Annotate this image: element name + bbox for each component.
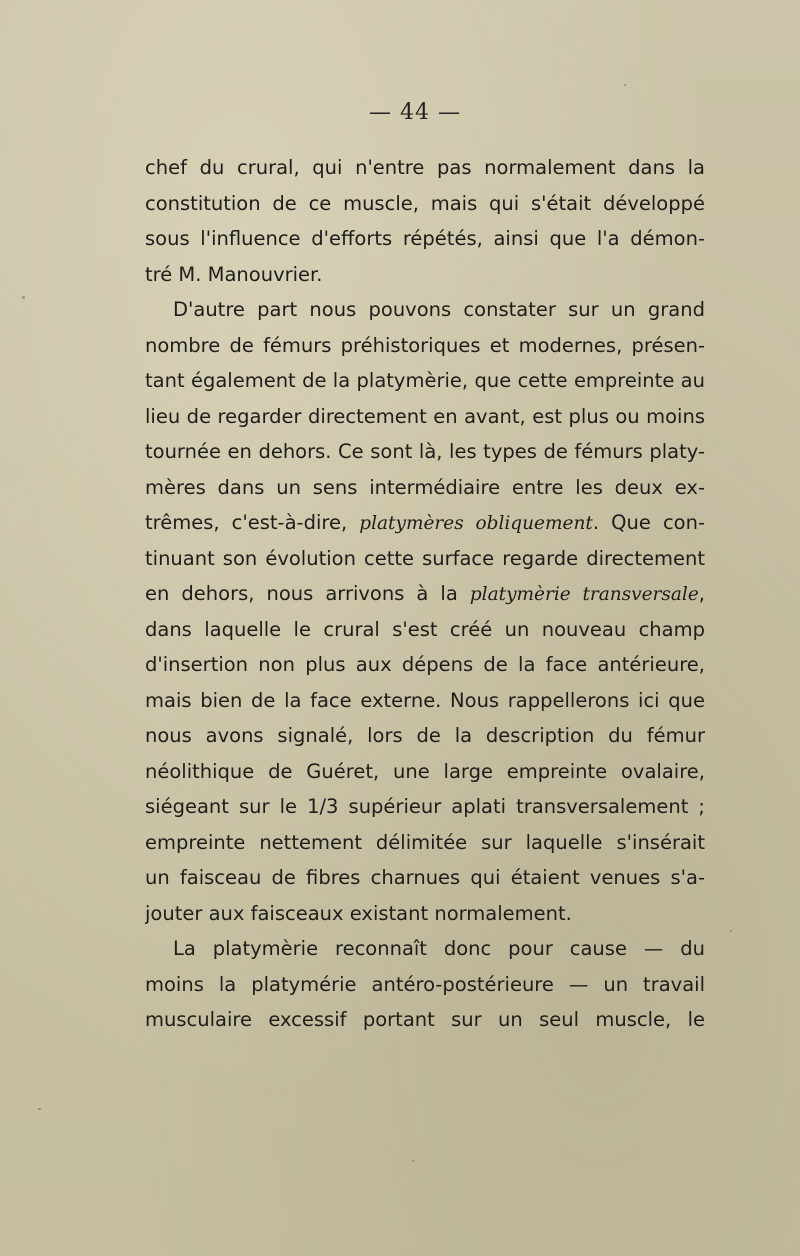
text-line: D'autre part nous pouvons constater sur un grand [173, 298, 705, 321]
text-line: constitution de ce muscle, mais qui s'était développé [145, 191, 705, 215]
text-line: moins la platymérie antéro-postérieure — un travail [145, 972, 705, 996]
text-line [145, 505, 705, 541]
text-line: tinuant son évolution cette surface regarde directement [145, 546, 705, 570]
text-line: d'insertion non plus aux dépens de la face antérieure, [145, 653, 705, 676]
paper-speck [412, 1160, 414, 1162]
text-line: chef du crural, qui n'entre pas normalement dans la [145, 156, 705, 179]
text-line: mères dans un sens intermédiaire entre les deux ex- [145, 475, 705, 499]
text-line: un faisceau de fibres charnues qui étaient venues s'a- [145, 866, 705, 889]
text-line: tant également de la platymèrie, que cette empreinte au [145, 369, 705, 392]
paper-speck [22, 296, 25, 299]
text-span: trêmes, c'est-à-dire, [145, 511, 360, 534]
italic-term: platymères obliquement [359, 513, 593, 534]
text-line: lieu de regarder directement en avant, est plus ou moins [145, 404, 705, 428]
text-line: siégeant sur le 1/3 supérieur aplati transversalement ; [145, 795, 705, 818]
text-line: tré M. Manouvrier. [145, 262, 323, 286]
text-line: nombre de fémurs préhistoriques et modernes, présen- [145, 333, 705, 357]
text-line: sous l'influence d'efforts répétés, ainsi que l'a démon- [145, 227, 705, 250]
text-line: La platymèrie reconnaît donc pour cause — du [173, 937, 705, 960]
paper-speck [624, 84, 626, 86]
paper-speck [38, 1108, 41, 1110]
text-line: néolithique de Guéret, une large empreinte ovalaire, [145, 759, 705, 783]
page-number: — 44 — [369, 100, 461, 125]
body-text [145, 150, 705, 1038]
text-line: mais bien de la face externe. Nous rappellerons ici que [145, 688, 705, 712]
text-line: jouter aux faisceaux existant normalement. [145, 901, 572, 925]
text-line: dans laquelle le crural s'est créé un nouveau champ [145, 617, 705, 641]
text-line: nous avons signalé, lors de la description du fémur [145, 724, 705, 747]
paper-speck [730, 930, 732, 932]
text-line: tournée en dehors. Ce sont là, les types de fémurs platy- [145, 440, 705, 463]
text-span: . Que con- [592, 511, 705, 534]
text-line: empreinte nettement délimitée sur laquelle s'insérait [145, 830, 705, 854]
italic-term: platymèrie transversale [469, 584, 699, 605]
text-line [145, 576, 705, 612]
text-span: , [698, 582, 705, 605]
text-span: en dehors, nous arrivons à la [145, 582, 470, 605]
text-line: musculaire excessif portant sur un seul muscle, le [145, 1008, 705, 1031]
